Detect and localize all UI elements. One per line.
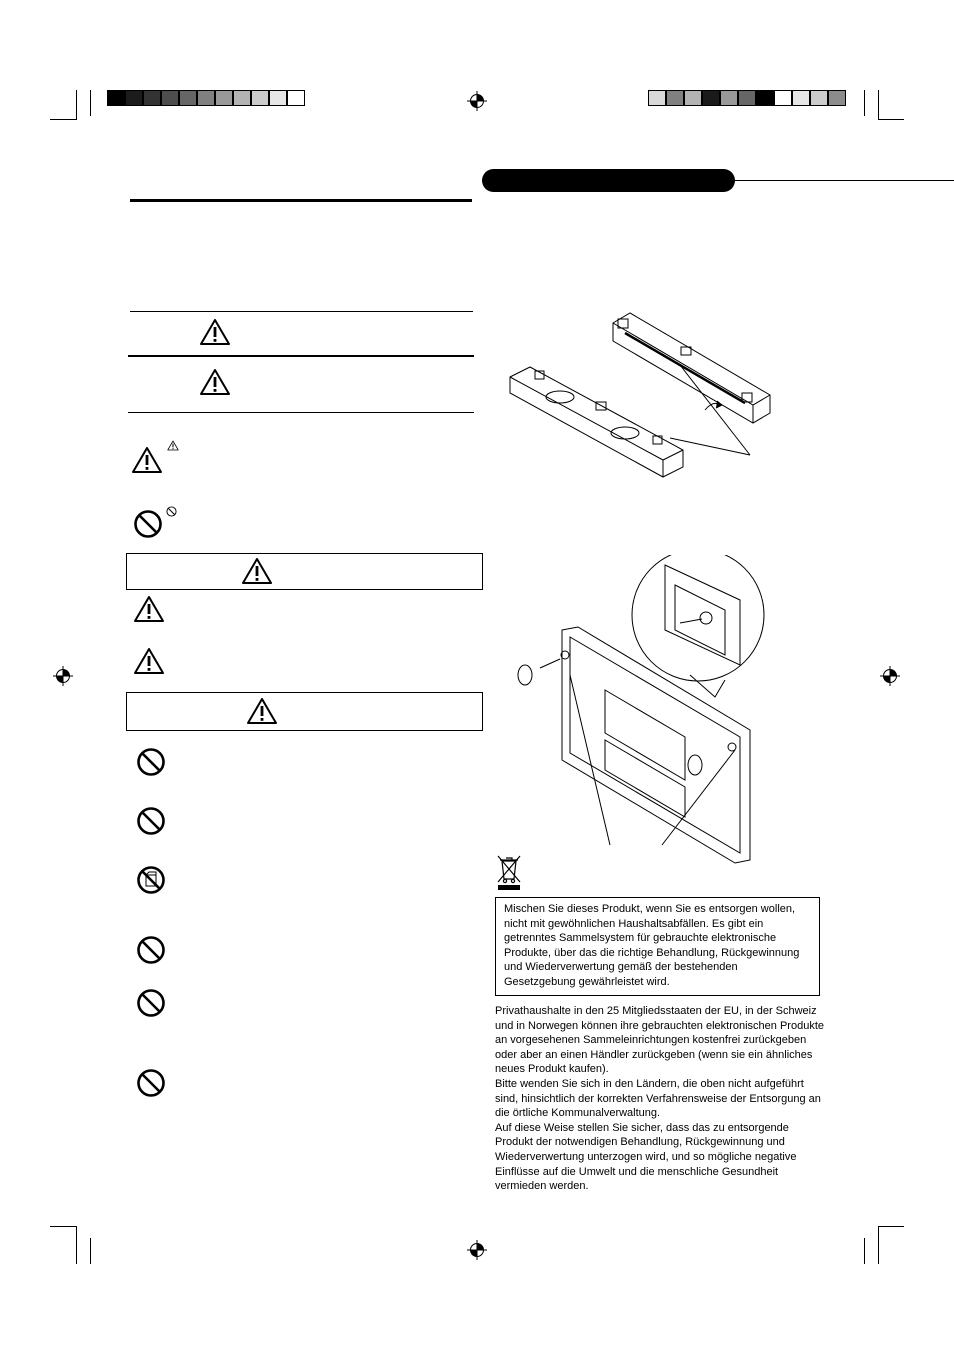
registration-mark-icon	[467, 91, 487, 111]
legend-rule-bottom	[128, 412, 474, 413]
weee-notice-paragraph: Bitte wenden Sie sich in den Ländern, die oben nicht aufgeführt sind, hinsichtlich der korrekten Verfahrensweise der Entsorgung an die örtliche Kommunalverwaltung.	[495, 1077, 821, 1120]
crossed-out-bin-icon	[496, 854, 522, 890]
calibration-swatch	[215, 90, 233, 106]
prohibition-circle-icon	[136, 935, 166, 965]
calibration-swatch	[666, 90, 684, 106]
warning-triangle-icon	[133, 647, 165, 675]
weee-notice-box	[495, 897, 820, 996]
weee-notice-paragraph: Auf diese Weise stellen Sie sicher, dass das zu entsorgende Produkt der notwendigen Behandlung, Rückgewinnung und Wiederverwertung unterzogen wird, und so mögliche negative Einflüsse auf die Umwelt und die menschliche Gesundheit vermieden werden.	[495, 1121, 797, 1193]
calibration-swatch	[648, 90, 666, 106]
calibration-swatch	[269, 90, 287, 106]
calibration-swatch	[684, 90, 702, 106]
calibration-swatch	[287, 90, 305, 106]
warning-triangle-icon	[241, 557, 273, 585]
prohibition-circle-icon	[136, 1068, 166, 1098]
calibration-swatch	[143, 90, 161, 106]
section-header-pill	[482, 169, 735, 192]
legend-rule-top	[130, 311, 473, 312]
weee-notice-box-text: Mischen Sie dieses Produkt, wenn Sie es entsorgen wollen, nicht mit gewöhnlichen Haushaltsabfällen. Es gibt ein getrenntes Sammelsystem für gebrauchte elektronische Produkte, über das die richtige Behandlung, Rückgewinnung und Wiederverwertung gemäß der bestehenden Gesetzgebung gewährleistet wird.	[504, 903, 800, 988]
calibration-swatch	[702, 90, 720, 106]
registration-mark-icon	[53, 666, 73, 686]
calibration-swatch	[720, 90, 738, 106]
calibration-swatch	[792, 90, 810, 106]
calibration-swatch	[756, 90, 774, 106]
warning-triangle-icon	[199, 368, 231, 396]
prohibition-circle-icon	[136, 747, 166, 777]
warning-triangle-icon	[199, 318, 231, 346]
calibration-swatch	[810, 90, 828, 106]
section-title-rule	[130, 199, 472, 202]
warning-triangle-icon	[167, 440, 179, 451]
section-header-rule	[735, 180, 954, 181]
prohibition-circle-icon	[133, 509, 163, 539]
prohibition-circle-icon	[136, 988, 166, 1018]
calibration-swatch	[233, 90, 251, 106]
calibration-swatch	[774, 90, 792, 106]
calibration-swatch	[738, 90, 756, 106]
calibration-swatch	[828, 90, 846, 106]
prohibition-circle-icon	[136, 806, 166, 836]
calibration-swatch	[107, 90, 125, 106]
caution-header-box	[126, 692, 483, 731]
weee-notice-body	[495, 1004, 825, 1194]
calibration-swatch	[179, 90, 197, 106]
warning-triangle-icon	[133, 595, 165, 623]
prohibition-circle-icon	[166, 506, 177, 517]
calibration-swatch	[251, 90, 269, 106]
registration-mark-icon	[880, 666, 900, 686]
calibration-swatch	[197, 90, 215, 106]
no-disassembly-icon	[136, 865, 166, 895]
calibration-swatch	[161, 90, 179, 106]
warning-triangle-icon	[246, 697, 278, 725]
stand-illustration	[505, 305, 775, 485]
legend-rule-middle	[128, 355, 474, 357]
warning-triangle-icon	[131, 446, 163, 474]
registration-mark-icon	[467, 1240, 487, 1260]
panel-mounting-illustration	[510, 555, 785, 865]
calibration-swatch	[125, 90, 143, 106]
warning-header-box	[126, 553, 483, 590]
weee-notice-paragraph: Privathaushalte in den 25 Mitgliedsstaaten der EU, in der Schweiz und in Norwegen können ihre gebrauchten elektronischen Produkte an vorgesehenen Sammeleinrichtungen kostenfrei zurückgeben oder aber an einen Händler zurückgeben (wenn sie ein ähnliches neues Produkt kaufen).	[495, 1005, 824, 1076]
